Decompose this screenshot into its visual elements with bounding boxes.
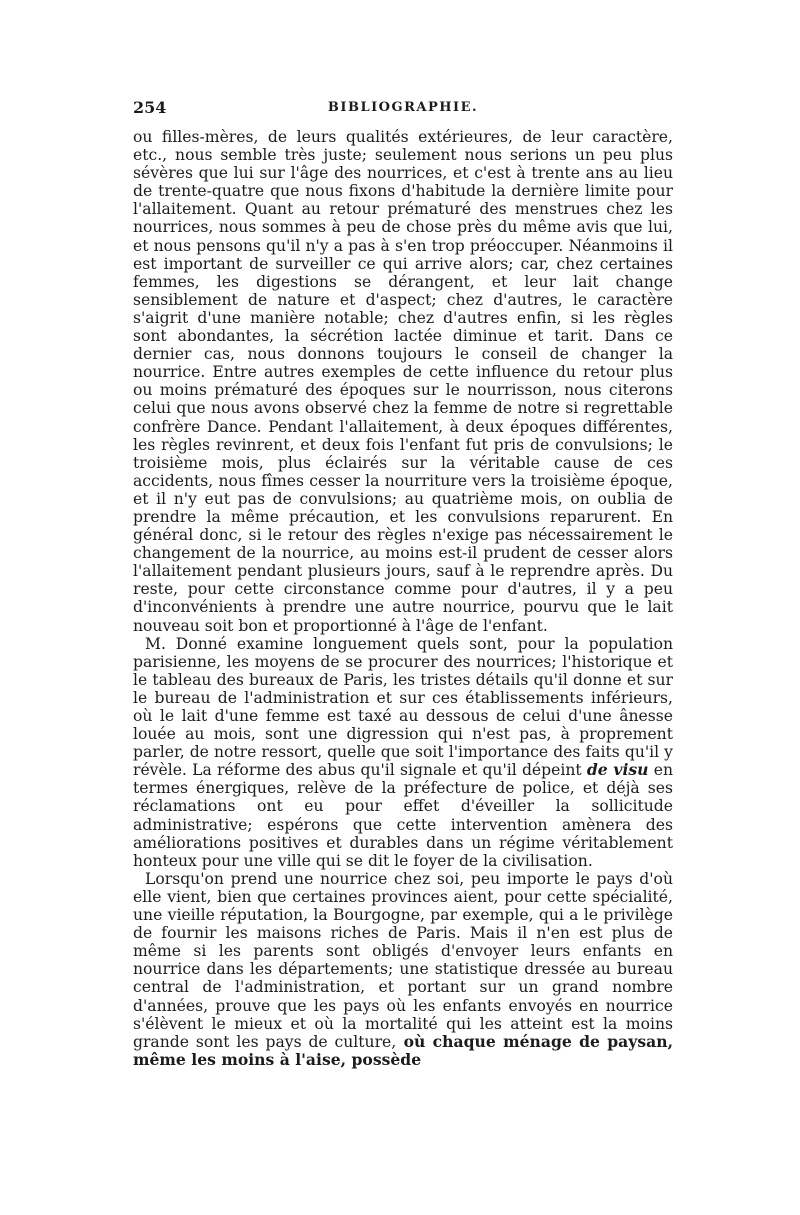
paragraph-2-text-after: en termes énergiques, relève de la préfecture de police, et déjà ses réclamations ont eu pour effet d'éveiller la sollicitude administrative; espérons que cette intervention amènera des améliorations positives et durables dans un régime véritablement honteux pour une ville qui se dit le foyer de la civilisation. (133, 761, 674, 870)
page-number: 254 (133, 98, 167, 117)
book-page (133, 98, 673, 1069)
paragraph-2 (133, 635, 673, 870)
paragraph-3-text: Lorsqu'on prend une nourrice chez soi, peu importe le pays d'où elle vient, bien que certaines provinces aient, pour cette spécialité, une vieille réputation, la Bourgogne, par exemple, qui a le privilège de fournir les maisons riches de Paris. Mais il n'en est plus de même si les parents sont obligés d'envoyer leurs enfants en nourrice dans les départements; une statistique dressée au bureau central de l'administration, et portant sur un grand nombre d'années, prouve que les pays où les enfants envoyés en nourrice s'élèvent le mieux et où la mortalité qui les atteint est la moins grande sont les pays de culture, (133, 869, 673, 1051)
paragraph-3-bold-tail: où chaque ménage de paysan, même les moins à l'aise, possède (133, 1031, 673, 1069)
paragraph-2-text-before: M. Donné examine longuement quels sont, pour la population parisienne, les moyens de se procurer des nourrices; l'historique et le tableau des bureaux de Paris, les tristes détails qu'il donne et sur le bureau de l'administration et sur ces établissements inférieurs, où le lait d'une femme est taxé au dessous de celui d'une ânesse louée au mois, sont une digression qui n'est pas, à proprement parler, de notre ressort, quelle que soit l'importance des faits qu'il y révèle. La réforme des abus qu'il signale et qu'il dépeint (133, 634, 673, 780)
running-head (133, 98, 673, 120)
paragraph-1-text: ou filles-mères, de leurs qualités extérieures, de leur caractère, etc., nous semble très juste; seulement nous serions un peu plus sévères que lui sur l'âge des nourrices, et c'est à trente ans au lieu de trente-quatre que nous fixons d'habitude la dernière limite pour l'allaitement. Quant au retour prématuré des menstrues chez les nourrices, nous sommes à peu de chose près du même avis que lui, et nous pensons qu'il n'y a pas à s'en trop préoccuper. Néanmoins il est important de surveiller ce qui arrive alors; car, chez certaines femmes, les digestions se dérangent, et leur lait change sensiblement de nature et d'aspect; chez d'autres, le caractère s'aigrit d'une manière notable; chez d'autres enfin, si les règles sont abondantes, la sécrétion lactée diminue et tarit. Dans ce dernier cas, nous donnons toujours le conseil de changer la nourrice. Entre autres exemples de cette influence du retour plus ou moins prématuré des époques sur le nourrisson, nous citerons celui que nous avons observé chez la femme de notre si regrettable confrère Dance. Pendant l'allaitement, à deux époques différentes, les règles revinrent, et deux fois l'enfant fut pris de convulsions; le troisième mois, plus éclairés sur la véritable cause de ces accidents, nous fîmes cesser la nourriture vers la troisième époque, et il n'y eut pas de convulsions; au quatrième mois, on oublia de prendre la même précaution, et les convulsions reparurent. En général donc, si le retour des règles n'exige pas nécessairement le changement de la nourrice, au moins est-il prudent de cesser alors l'allaitement pendant plusieurs jours, sauf à le reprendre après. Du reste, pour cette circonstance comme pour d'autres, il y a peu d'inconvénients à prendre une autre nourrice, pourvu que le lait nouveau soit bon et proportionné à l'âge de l'enfant. (133, 128, 673, 635)
paragraph-3 (133, 870, 673, 1069)
body-text (133, 128, 673, 1069)
paragraph-1 (133, 128, 673, 635)
running-title: BIBLIOGRAPHIE. (327, 100, 479, 115)
paragraph-2-emphasis: de visu (586, 760, 649, 780)
